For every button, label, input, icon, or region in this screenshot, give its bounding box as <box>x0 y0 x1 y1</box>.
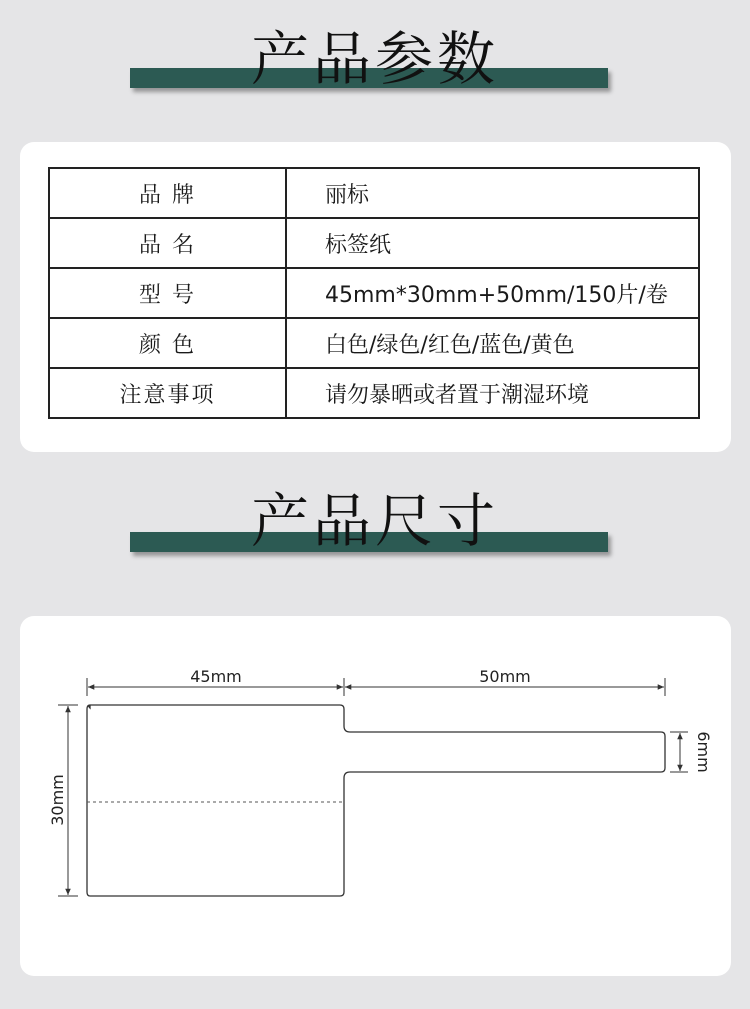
param-label: 品 牌 <box>49 168 286 218</box>
table-row <box>49 168 699 218</box>
param-label: 品 名 <box>49 218 286 268</box>
table-row <box>49 218 699 268</box>
param-value: 请勿暴晒或者置于潮湿环境 <box>286 368 699 418</box>
table-row <box>49 268 699 318</box>
param-label: 型 号 <box>49 268 286 318</box>
params-title: 产品参数 <box>250 25 499 93</box>
tail-label: 50mm <box>479 667 531 686</box>
width-label: 45mm <box>190 667 242 686</box>
table-row <box>49 318 699 368</box>
param-value: 白色/绿色/红色/蓝色/黄色 <box>286 318 699 368</box>
param-label: 注意事项 <box>49 368 286 418</box>
size-card <box>20 616 731 976</box>
params-card <box>20 142 731 452</box>
size-title: 产品尺寸 <box>250 487 499 555</box>
param-label: 颜 色 <box>49 318 286 368</box>
param-value: 丽标 <box>286 168 699 218</box>
param-value: 45mm*30mm+50mm/150片/卷 <box>286 268 699 318</box>
tail-height-label: 6mm <box>694 731 713 773</box>
params-table <box>48 167 700 419</box>
height-label: 30mm <box>48 774 67 826</box>
label-dimension-diagram <box>20 616 731 976</box>
label-outline <box>87 705 665 896</box>
table-row <box>49 368 699 418</box>
param-value: 标签纸 <box>286 218 699 268</box>
